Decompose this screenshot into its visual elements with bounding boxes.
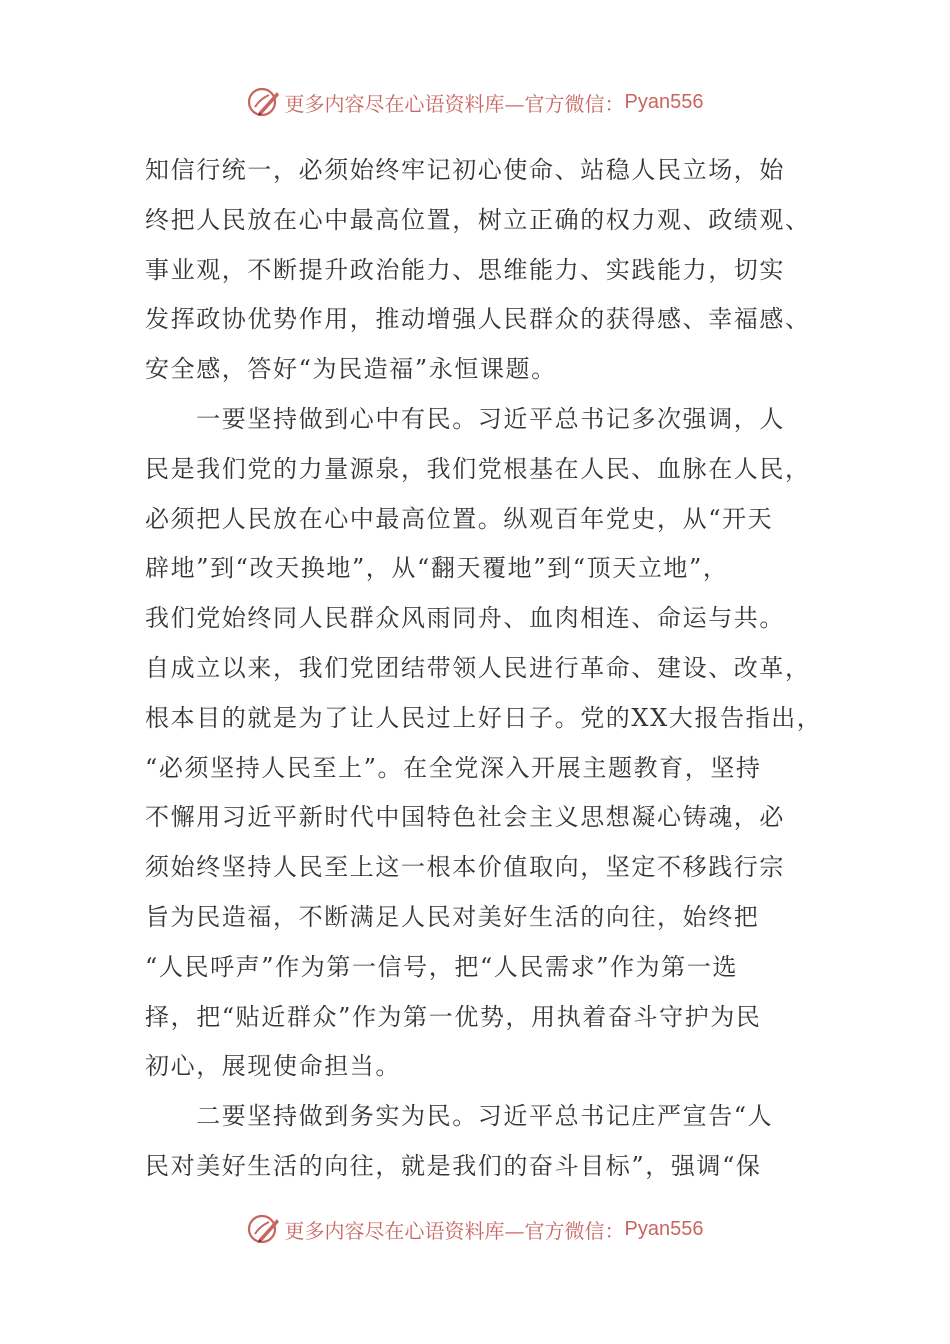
header-banner <box>0 82 950 122</box>
text-line: 根本目的就是为了让人民过上好日子。党的XX大报告指出， <box>145 703 823 732</box>
footer-banner <box>0 1209 950 1249</box>
text-line: 二要坚持做到务实为民。习近平总书记庄严宣告“人 <box>145 1102 774 1131</box>
banner-site-text: 更多内容尽在心语资料库—官方微信： <box>284 91 625 116</box>
text-line: 必须把人民放在心中最高位置。纵观百年党史，从“开天 <box>145 504 774 533</box>
document-body <box>145 146 825 1192</box>
text-line: 辟地”到“改天换地”，从“翻天覆地”到“顶天立地”， <box>145 554 729 583</box>
text-line: “必须坚持人民至上”。在全党深入开展主题教育，坚持 <box>145 753 762 782</box>
banner-wechat-id: Pyan556 <box>624 1217 704 1240</box>
text-line: 安全感，答好“为民造福”永恒课题。 <box>145 355 557 384</box>
pen-logo-icon <box>247 85 281 119</box>
text-line: 须始终坚持人民至上这一根本价值取向，坚定不移践行宗 <box>145 853 785 882</box>
text-line: 初心，展现使命担当。 <box>145 1052 401 1081</box>
text-line: 择，把“贴近群众”作为第一优势，用执着奋斗守护为民 <box>145 1002 762 1031</box>
text-line: “人民呼声”作为第一信号，把“人民需求”作为第一选 <box>145 952 739 981</box>
text-line: 一要坚持做到心中有民。习近平总书记多次强调，人 <box>145 404 785 433</box>
text-line: 民对美好生活的向往，就是我们的奋斗目标”，强调“保 <box>145 1151 762 1180</box>
text-line: 民是我们党的力量源泉，我们党根基在人民、血脉在人民， <box>145 454 811 483</box>
banner-wechat-id: Pyan556 <box>624 90 704 113</box>
text-line: 事业观，不断提升政治能力、思维能力、实践能力，切实 <box>145 255 785 284</box>
text-line: 自成立以来，我们党团结带领人民进行革命、建设、改革， <box>145 653 811 682</box>
text-line: 旨为民造福，不断满足人民对美好生活的向往，始终把 <box>145 902 760 931</box>
banner-site-text: 更多内容尽在心语资料库—官方微信： <box>284 1218 625 1243</box>
text-line: 知信行统一，必须始终牢记初心使命、站稳人民立场，始 <box>145 156 785 184</box>
pen-logo-icon <box>247 1212 281 1246</box>
text-line: 发挥政协优势作用，推动增强人民群众的获得感、幸福感、 <box>145 305 811 334</box>
text-line: 终把人民放在心中最高位置，树立正确的权力观、政绩观、 <box>145 205 811 234</box>
text-line: 我们党始终同人民群众风雨同舟、血肉相连、命运与共。 <box>145 604 785 633</box>
text-line: 不懈用习近平新时代中国特色社会主义思想凝心铸魂，必 <box>145 803 785 832</box>
